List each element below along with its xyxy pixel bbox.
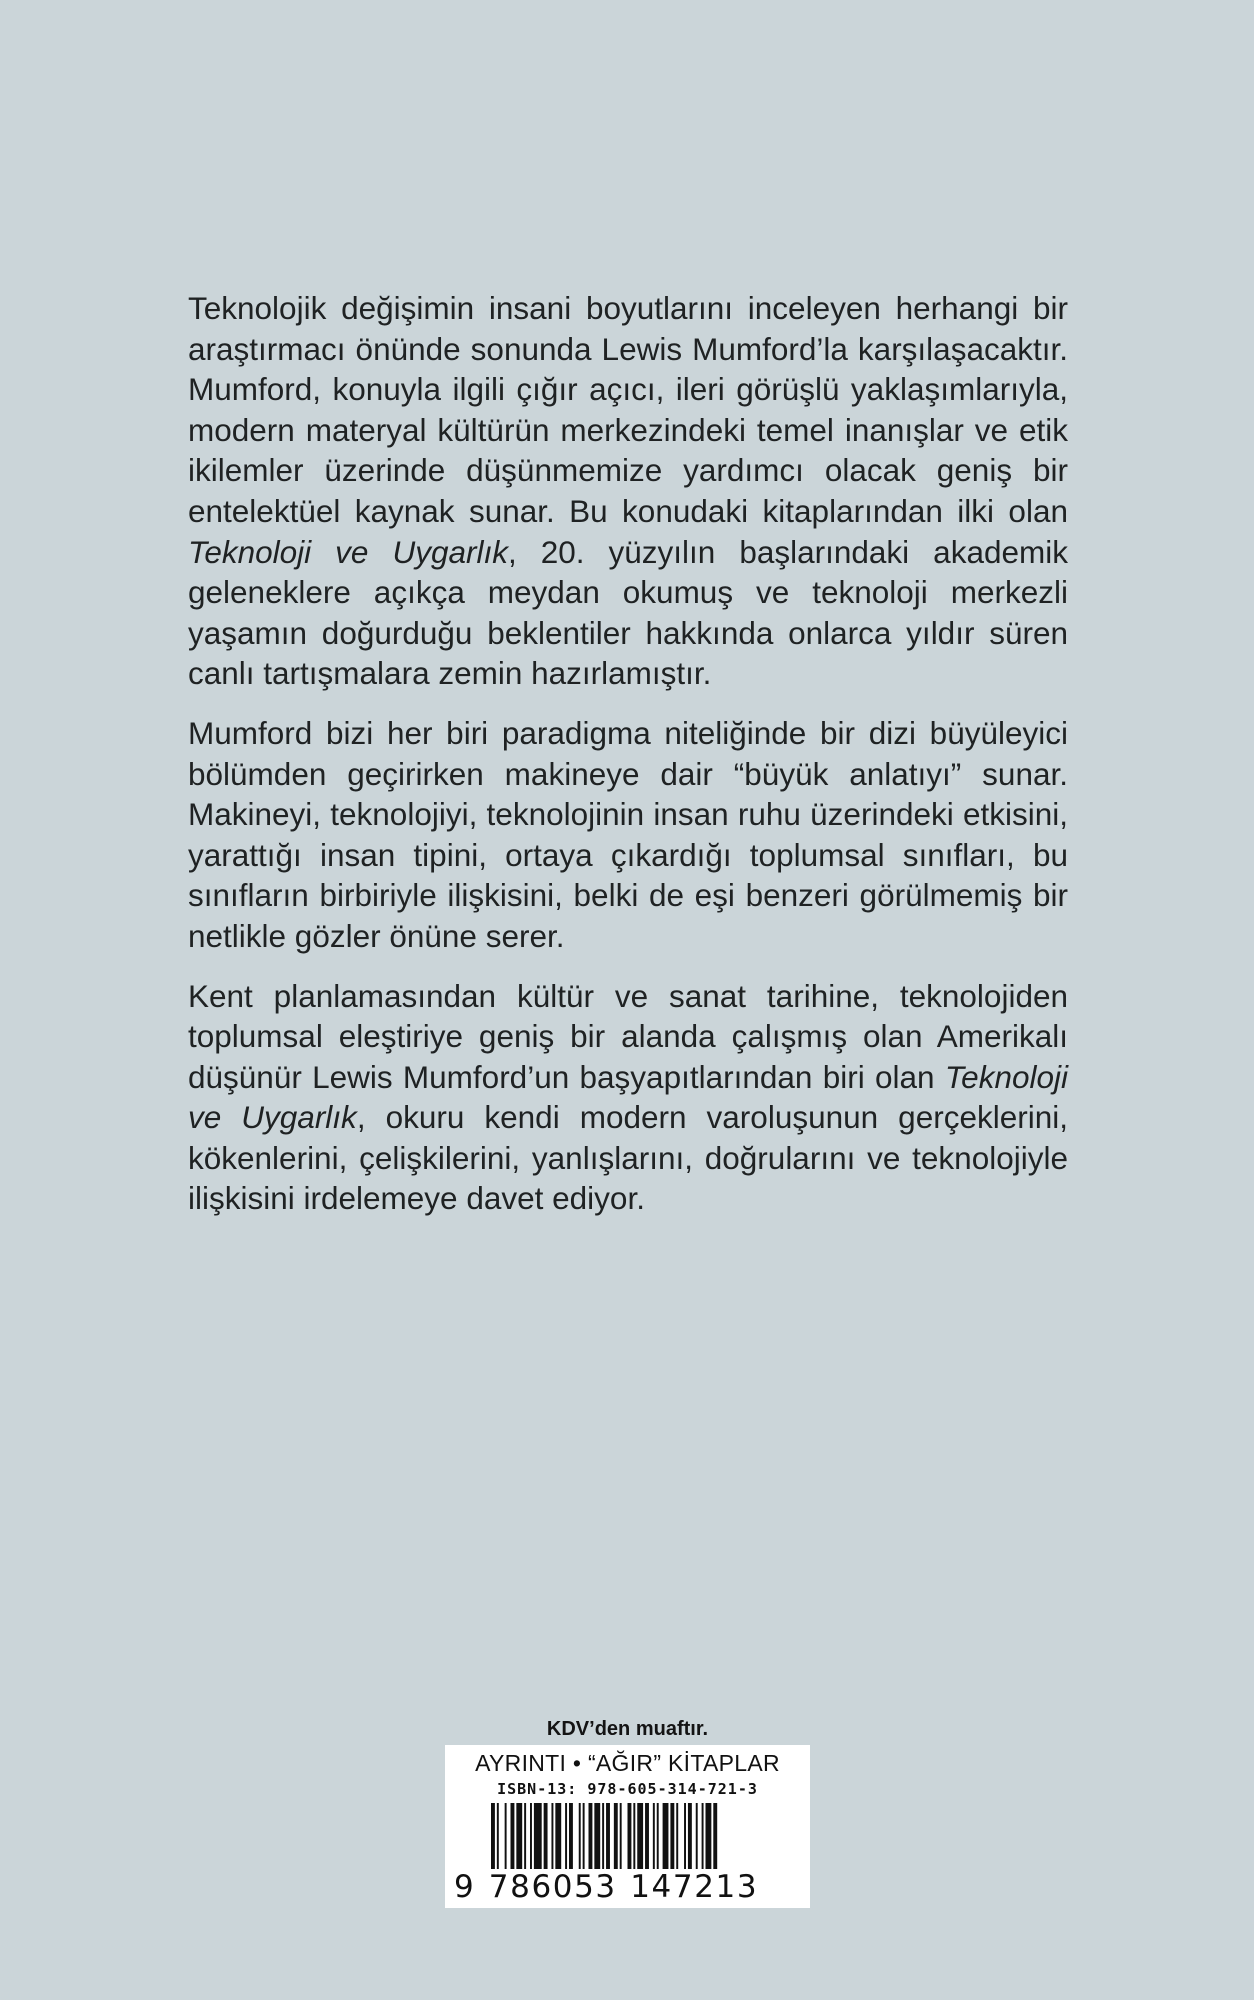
barcode-bar — [565, 1803, 567, 1869]
barcode-bar — [620, 1803, 622, 1869]
barcode-bar — [511, 1803, 515, 1869]
barcode-bar — [524, 1803, 526, 1869]
barcode-bar — [653, 1803, 655, 1869]
back-cover-blurb — [188, 288, 1068, 1238]
barcode-bar — [614, 1803, 618, 1869]
barcode-bar — [530, 1803, 532, 1869]
barcode-bar — [602, 1803, 604, 1869]
barcode-bar — [594, 1803, 600, 1869]
blurb-paragraph-2: Mumford bizi her biri paradigma niteliğinde bir dizi büyüleyici bölümden geçirirken makineye dair “büyük anlatıyı” sunar. Makineyi, teknolojiyi, teknolojinin insan ruhu üzerindeki etkisini, yarattığı insan tipini, ortaya çıkardığı toplumsal sınıfları, bu sınıfların birbiriyle ilişkisini, belki de eşi benzeri görülmemiş bir netlikle gözler önüne serer. — [188, 714, 1068, 954]
book-title-italic: Teknoloji ve Uygarlık — [188, 1058, 1068, 1136]
barcode-bar — [645, 1803, 649, 1869]
barcode-bar — [534, 1803, 542, 1869]
barcode-digits-right: 147213 — [630, 1869, 759, 1905]
blurb-text: Kent planlamasından kültür ve sanat tarihine, teknolojiden toplumsal eleştiriye geniş bir alanda çalışmış olan Amerikalı düşünür Lewis Mumford’un başyapıtlarından biri olan — [188, 977, 1068, 1095]
barcode-bar — [544, 1803, 548, 1869]
barcode-bar — [555, 1803, 561, 1869]
blurb-text: , okuru kendi modern varoluşunun gerçeklerini, kökenlerini, çelişkilerini, yanlışlarını, doğrularını ve teknolojiyle ilişkisini irdelemeye davet ediyor. — [188, 1099, 1068, 1217]
barcode-bar — [505, 1803, 507, 1869]
barcode-bar — [516, 1803, 522, 1869]
barcode-bar — [589, 1803, 593, 1869]
barcode-bar — [676, 1803, 678, 1869]
blurb-text: , 20. yüzyılın başlarındaki akademik geleneklere açıkça meydan okumuş ve teknoloji merkezli yaşamın doğurduğu beklentiler hakkında onlarca yıldır süren canlı tartışmalara zemin hazırlamıştır. — [188, 533, 1068, 692]
isbn-label: ISBN-13: 978-605-314-721-3 — [497, 1780, 758, 1798]
barcode-bar — [688, 1803, 692, 1869]
barcode-bar — [663, 1803, 669, 1869]
barcode-bar — [637, 1803, 643, 1869]
barcode-digits-left: 786053 — [488, 1869, 617, 1905]
barcode-digit-first: 9 — [454, 1869, 476, 1905]
blurb-text: Teknolojik değişimin insani boyutlarını inceleyen herhangi bir araştırmacı önünde sonunda Lewis Mumford’la karşılaşacaktır. Mumford, konuyla ilgili çığır açıcı, ileri görüşlü yaklaşımlarıyla, modern materyal kültürün merkezindeki temel inanışlar ve etik ikilemler üzerinde düşünmemize yardımcı olacak geniş bir entelektüel kaynak sunar. Bu konudaki kitaplarından ilki olan — [188, 290, 1068, 529]
barcode-bar — [583, 1803, 585, 1869]
barcode-bar — [657, 1803, 659, 1869]
barcode-bar — [684, 1803, 686, 1869]
blurb-paragraph-3 — [188, 976, 1068, 1220]
barcode-bar — [579, 1803, 581, 1869]
publisher-series: AYRINTI • “AĞIR” KİTAPLAR — [475, 1750, 780, 1776]
barcode-bar — [569, 1803, 573, 1869]
barcode-bar — [633, 1803, 635, 1869]
barcode-bar — [702, 1803, 704, 1869]
blurb-paragraph-1 — [188, 288, 1068, 694]
barcode-bar — [670, 1803, 674, 1869]
barcode-bar — [706, 1803, 712, 1869]
barcode-bar — [551, 1803, 553, 1869]
barcode-bar — [696, 1803, 698, 1869]
book-title-italic: Teknoloji ve Uygarlık — [188, 533, 508, 570]
isbn-barcode-block — [445, 1745, 810, 1908]
tax-exempt-note: KDV’den muaftır. — [546, 1718, 709, 1740]
barcode-digits — [453, 1869, 803, 1905]
barcode-bar — [628, 1803, 632, 1869]
